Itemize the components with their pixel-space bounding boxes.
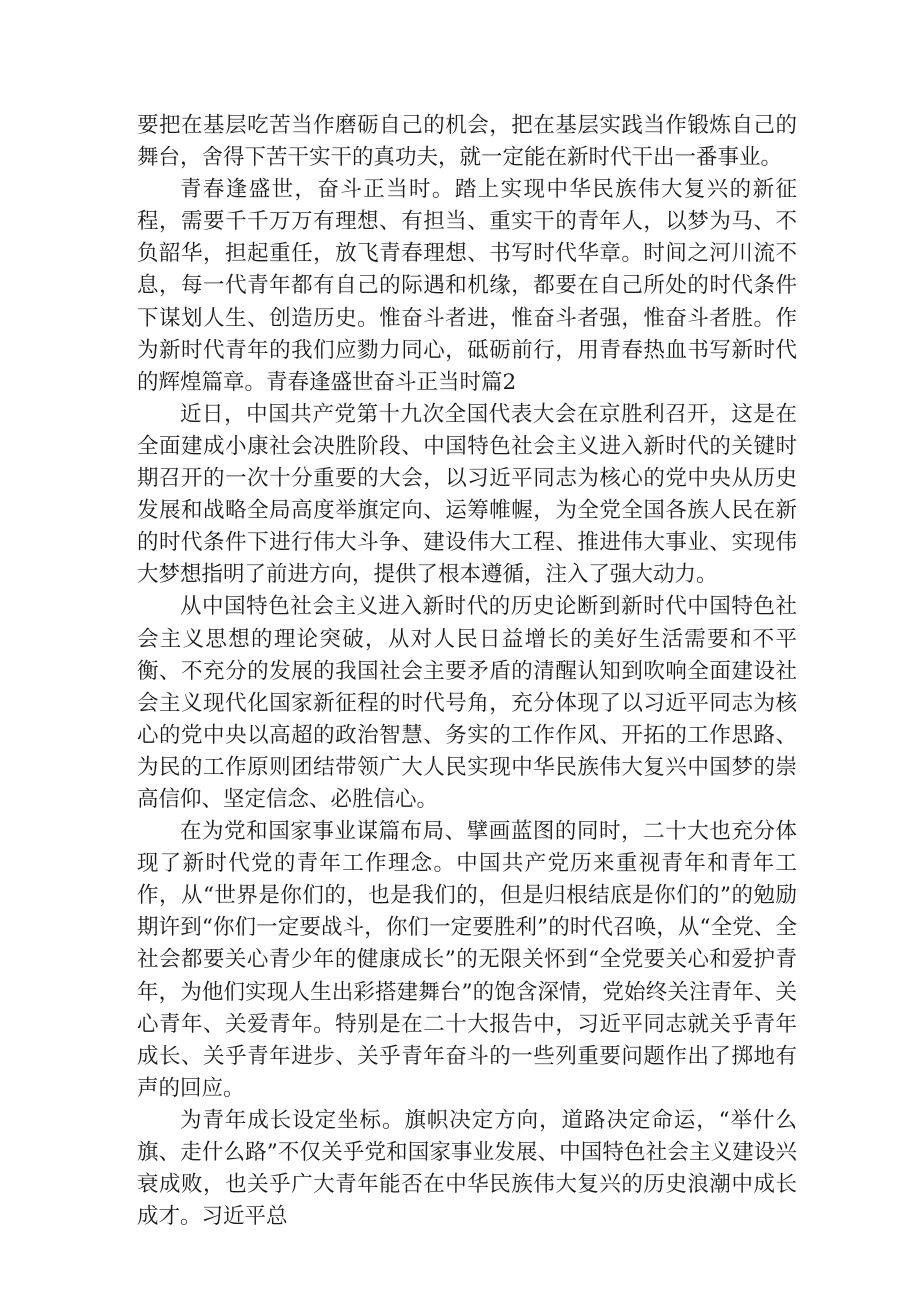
paragraph-1: 要把在基层吃苦当作磨砺自己的机会，把在基层实践当作锻炼自己的舞台，舍得下苦干实干的真功夫，就一定能在新时代干出一番事业。 bbox=[137, 113, 797, 171]
paragraph-5: 在为党和国家事业谋篇布局、擘画蓝图的同时，二十大也充分体现了新时代党的青年工作理念。中国共产党历来重视青年和青年工作，从“世界是你们的，也是我们的，但是归根结底是你们的”的勉励期许到“你们一定要战斗，你们一定要胜利”的时代召唤，从“全党、全社会都要关心青少年的健康成长”的无限关怀到“全党要关心和爱护青年，为他们实现人生出彩搭建舞台”的饱含深情，党始终关注青年、关心青年、关爱青年。特别是在二十大报告中，习近平同志就关乎青年成长、关乎青年进步、关乎青年奋斗的一些列重要问题作出了掷地有声的回应。 bbox=[137, 819, 797, 1101]
paragraph-2: 青春逢盛世，奋斗正当时。踏上实现中华民族伟大复兴的新征程，需要千千万万有理想、有担当、重实干的青年人，以梦为马、不负韶华，担起重任，放飞青春理想、书写时代华章。时间之河川流不息，每一代青年都有自己的际遇和机缘，都要在自己所处的时代条件下谋划人生、创造历史。惟奋斗者进，惟奋斗者强，惟奋斗者胜。作为新时代青年的我们应勠力同心，砥砺前行，用青春热血书写新时代的辉煌篇章。青春逢盛世奋斗正当时篇2 bbox=[137, 177, 797, 395]
paragraph-3: 近日，中国共产党第十九次全国代表大会在京胜利召开，这是在全面建成小康社会决胜阶段、中国特色社会主义进入新时代的关键时期召开的一次十分重要的大会，以习近平同志为核心的党中央从历史发展和战略全局高度举旗定向、运筹帷幄，为全党全国各族人民在新的时代条件下进行伟大斗争、建设伟大工程、推进伟大事业、实现伟大梦想指明了前进方向，提供了根本遵循，注入了强大动力。 bbox=[137, 401, 797, 588]
document-body bbox=[137, 110, 797, 1233]
paragraph-6: 为青年成长设定坐标。旗帜决定方向，道路决定命运，“举什么旗、走什么路”不仅关乎党和国家事业发展、中国特色社会主义建设兴衰成败，也关乎广大青年能否在中华民族伟大复兴的历史浪潮中成长成才。习近平总 bbox=[137, 1107, 797, 1230]
paragraph-4: 从中国特色社会主义进入新时代的历史论断到新时代中国特色社会主义思想的理论突破，从对人民日益增长的美好生活需要和不平衡、不充分的发展的我国社会主要矛盾的清醒认知到吹响全面建设社会主义现代化国家新征程的时代号角，充分体现了以习近平同志为核心的党中央以高超的政治智慧、务实的工作作风、开拓的工作思路、为民的工作原则团结带领广大人民实现中华民族伟大复兴中国梦的崇高信仰、坚定信念、必胜信心。 bbox=[137, 594, 797, 812]
